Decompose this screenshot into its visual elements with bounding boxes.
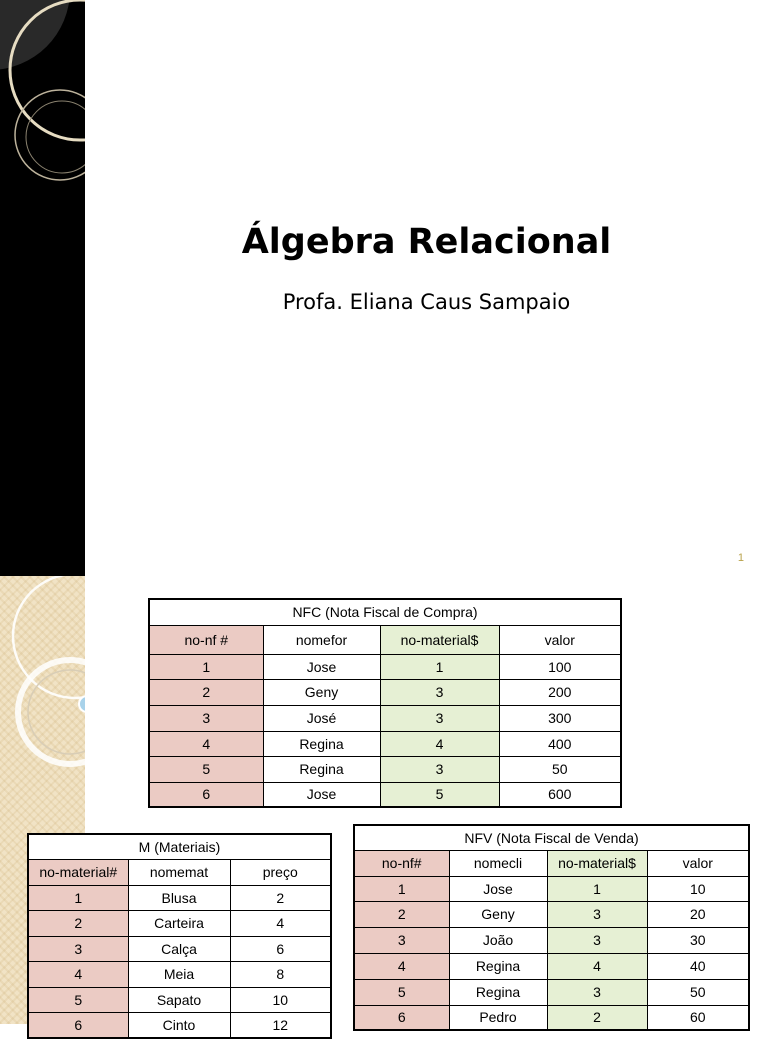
table-cell: 50: [499, 756, 621, 782]
table-cell: 10: [230, 987, 331, 1012]
materiais-caption: M (Materiais): [28, 834, 331, 859]
materiais-header-nomemat: nomemat: [128, 859, 230, 885]
table-cell: 2: [230, 885, 331, 910]
table-cell: 4: [547, 953, 647, 979]
table-row: [28, 910, 331, 936]
table-cell: 6: [149, 782, 263, 807]
materiais-header-preco: preço: [230, 859, 331, 885]
table-cell: Regina: [263, 756, 380, 782]
table-cell: 5: [380, 782, 499, 807]
table-cell: 3: [354, 927, 449, 953]
materiais-header-no-material: no-material#: [28, 859, 128, 885]
table-row: [28, 987, 331, 1012]
table-row: [28, 961, 331, 987]
table-cell: 1: [354, 876, 449, 901]
table-cell: Calça: [128, 936, 230, 961]
table-row: [149, 679, 621, 705]
nfc-header-no-material: no-material$: [380, 625, 499, 654]
table-row: [354, 927, 749, 953]
table-cell: 6: [28, 1012, 128, 1038]
table-cell: Geny: [263, 679, 380, 705]
table-cell: 50: [647, 979, 749, 1005]
table-cell: Jose: [263, 782, 380, 807]
nfc-header-nomefor: nomefor: [263, 625, 380, 654]
table-cell: Regina: [449, 953, 547, 979]
table-cell: 3: [547, 979, 647, 1005]
table-cell: Pedro: [449, 1005, 547, 1030]
table-cell: Sapato: [128, 987, 230, 1012]
table-cell: Blusa: [128, 885, 230, 910]
table-cell: 4: [380, 731, 499, 756]
table-cell: 8: [230, 961, 331, 987]
table-cell: 5: [354, 979, 449, 1005]
table-row: [149, 731, 621, 756]
table-cell: João: [449, 927, 547, 953]
table-cell: 3: [380, 679, 499, 705]
table-row: [149, 782, 621, 807]
table-cell: 3: [28, 936, 128, 961]
nfv-header-no-material: no-material$: [547, 850, 647, 876]
slide-1-decorative-sidebar: [0, 0, 85, 576]
table-cell: Carteira: [128, 910, 230, 936]
table-row: [354, 1005, 749, 1030]
nfv-header-valor: valor: [647, 850, 749, 876]
table-cell: 60: [647, 1005, 749, 1030]
nfc-header-valor: valor: [499, 625, 621, 654]
table-row: [28, 885, 331, 910]
table-cell: 4: [149, 731, 263, 756]
materiais-table: [27, 833, 332, 1039]
table-cell: 400: [499, 731, 621, 756]
table-cell: 10: [647, 876, 749, 901]
table-cell: 2: [28, 910, 128, 936]
table-cell: 40: [647, 953, 749, 979]
table-cell: 2: [149, 679, 263, 705]
table-cell: Jose: [263, 654, 380, 679]
table-cell: 3: [380, 705, 499, 731]
table-cell: 5: [149, 756, 263, 782]
table-row: [28, 936, 331, 961]
table-cell: 1: [380, 654, 499, 679]
table-cell: Cinto: [128, 1012, 230, 1038]
table-row: [354, 979, 749, 1005]
nfv-table: [353, 824, 750, 1031]
table-cell: 2: [354, 901, 449, 927]
decorative-rings-graphic: [0, 0, 85, 576]
table-cell: 20: [647, 901, 749, 927]
table-cell: 12: [230, 1012, 331, 1038]
table-cell: 4: [230, 910, 331, 936]
table-row: [149, 705, 621, 731]
table-cell: 30: [647, 927, 749, 953]
table-row: [149, 756, 621, 782]
table-cell: José: [263, 705, 380, 731]
table-cell: 5: [28, 987, 128, 1012]
table-cell: Regina: [263, 731, 380, 756]
table-cell: 100: [499, 654, 621, 679]
table-row: [354, 953, 749, 979]
table-cell: 4: [354, 953, 449, 979]
table-cell: 3: [380, 756, 499, 782]
table-cell: 300: [499, 705, 621, 731]
nfv-header-no-nf: no-nf#: [354, 850, 449, 876]
nfc-header-no-nf: no-nf #: [149, 625, 263, 654]
table-cell: 3: [149, 705, 263, 731]
table-cell: 4: [28, 961, 128, 987]
table-cell: Geny: [449, 901, 547, 927]
nfv-header-nomecli: nomecli: [449, 850, 547, 876]
presentation-title: Álgebra Relacional: [241, 222, 612, 262]
table-cell: 1: [547, 876, 647, 901]
table-row: [149, 654, 621, 679]
table-cell: 6: [354, 1005, 449, 1030]
table-cell: 1: [149, 654, 263, 679]
nfc-caption: NFC (Nota Fiscal de Compra): [149, 599, 621, 625]
table-cell: Meia: [128, 961, 230, 987]
slide-2: [0, 576, 768, 1033]
table-row: [354, 901, 749, 927]
table-cell: 6: [230, 936, 331, 961]
nfv-caption: NFV (Nota Fiscal de Venda): [354, 825, 749, 850]
table-cell: 200: [499, 679, 621, 705]
table-cell: 3: [547, 927, 647, 953]
table-row: [28, 1012, 331, 1038]
table-cell: 600: [499, 782, 621, 807]
table-cell: 1: [28, 885, 128, 910]
table-cell: Jose: [449, 876, 547, 901]
table-cell: 3: [547, 901, 647, 927]
nfc-table: [148, 598, 622, 808]
table-row: [354, 876, 749, 901]
table-cell: 2: [547, 1005, 647, 1030]
presentation-author: Profa. Eliana Caus Sampaio: [282, 290, 571, 314]
slide-number: 1: [737, 552, 744, 564]
table-cell: Regina: [449, 979, 547, 1005]
